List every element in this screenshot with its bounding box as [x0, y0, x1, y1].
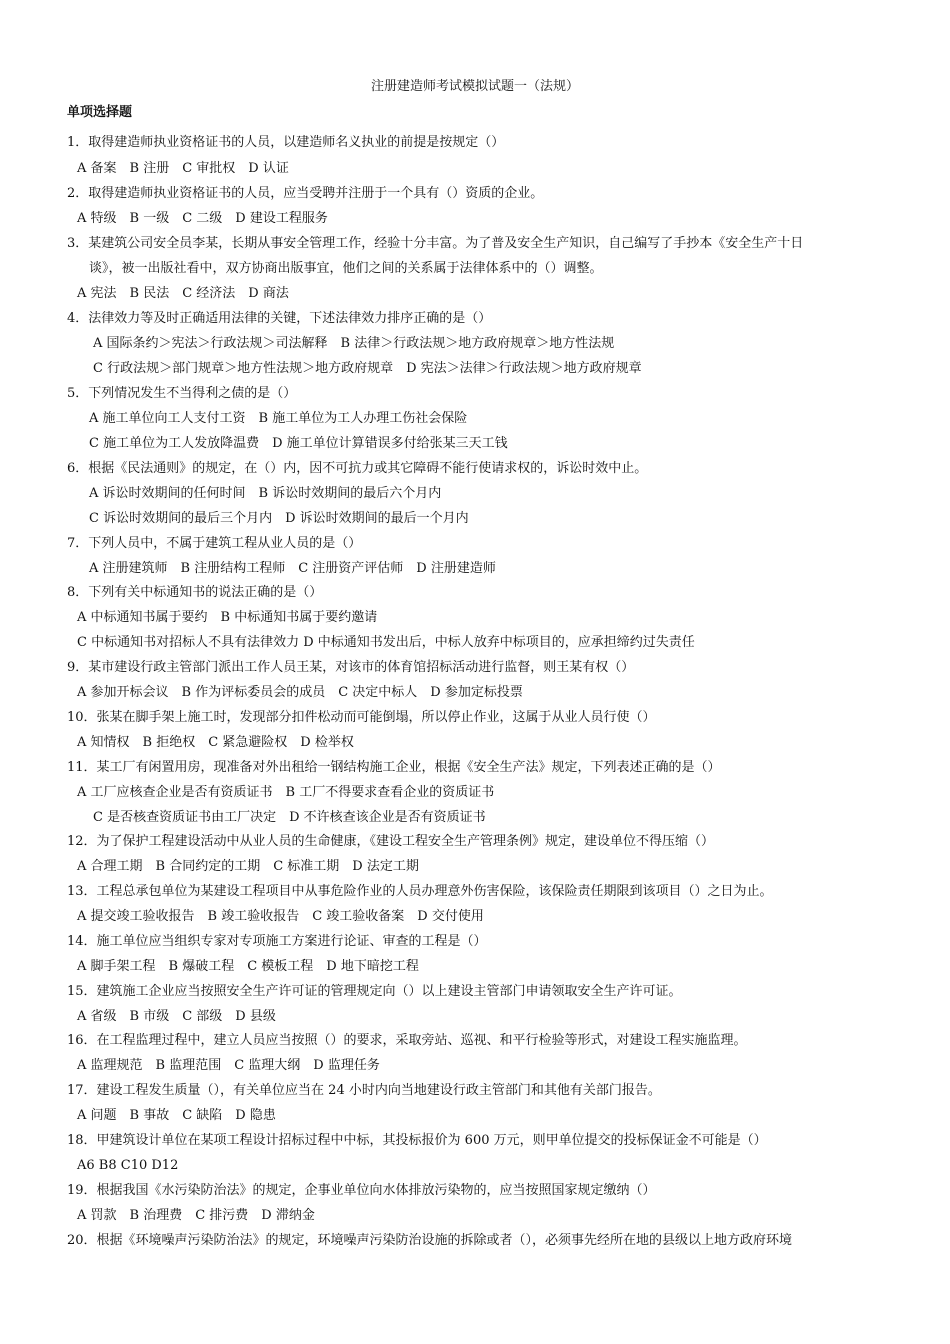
question-16: 16．在工程监理过程中，建立人员应当按照（）的要求，采取旁站、巡视、和平行检验等形式，对建设工程实施监理。	[67, 1033, 747, 1048]
options-4-cd: C 行政法规＞部门规章＞地方性法规＞地方政府规章 D 宪法＞法律＞行政法规＞地方政府规章	[93, 361, 642, 376]
question-10: 10．张某在脚手架上施工时，发现部分扣件松动而可能倒塌，所以停止作业，这属于从业人员行使（）	[67, 710, 656, 725]
question-8: 8．下列有关中标通知书的说法正确的是（）	[67, 585, 323, 600]
question-1: 1．取得建造师执业资格证书的人员，以建造师名义执业的前提是按规定（）	[67, 135, 505, 150]
options-2: A 特级 B 一级 C 二级 D 建设工程服务	[77, 211, 328, 226]
question-2: 2．取得建造师执业资格证书的人员，应当受聘并注册于一个具有（）资质的企业。	[67, 186, 544, 201]
options-6-cd: C 诉讼时效期间的最后三个月内 D 诉讼时效期间的最后一个月内	[89, 511, 469, 526]
options-4-ab: A 国际条约＞宪法＞行政法规＞司法解释 B 法律＞行政法规＞地方政府规章＞地方性法规	[93, 336, 615, 351]
question-3: 3．某建筑公司安全员李某，长期从事安全管理工作，经验十分丰富。为了普及安全生产知识，自己编写了手抄本《安全生产十日	[67, 236, 804, 251]
options-5-cd: C 施工单位为工人发放降温费 D 施工单位计算错误多付给张某三天工钱	[89, 436, 508, 451]
options-12: A 合理工期 B 合同约定的工期 C 标准工期 D 法定工期	[77, 859, 419, 874]
question-11: 11．某工厂有闲置用房，现准备对外出租给一钢结构施工企业，根据《安全生产法》规定，下列表述正确的是（）	[67, 760, 721, 775]
options-17: A 问题 B 事故 C 缺陷 D 隐患	[77, 1108, 276, 1123]
question-4: 4．法律效力等及时正确适用法律的关键，下述法律效力排序正确的是（）	[67, 311, 492, 326]
options-13: A 提交竣工验收报告 B 竣工验收报告 C 竣工验收备案 D 交付使用	[77, 909, 484, 924]
question-3-cont: 谈》，被一出版社看中，双方协商出版事宜，他们之间的关系属于法律体系中的（）调整。	[89, 261, 603, 276]
question-14: 14．施工单位应当组织专家对专项施工方案进行论证、审查的工程是（）	[67, 934, 487, 949]
question-6: 6．根据《民法通则》的规定，在（）内，因不可抗力或其它障碍不能行使请求权的，诉讼时效中止。	[67, 461, 648, 476]
question-13: 13．工程总承包单位为某建设工程项目中从事危险作业的人员办理意外伤害保险，该保险责任期限到该项目（）之日为止。	[67, 884, 773, 899]
options-19: A 罚款 B 治理费 C 排污费 D 滞纳金	[77, 1208, 315, 1223]
options-11-cd: C 是否核查资质证书由工厂决定 D 不许核查该企业是否有资质证书	[93, 810, 486, 825]
options-8-cd: C 中标通知书对招标人不具有法律效力 D 中标通知书发出后，中标人放弃中标项目的，应承担缔约过失责任	[77, 635, 695, 650]
options-14: A 脚手架工程 B 爆破工程 C 模板工程 D 地下暗挖工程	[77, 959, 419, 974]
options-7: A 注册建筑师 B 注册结构工程师 C 注册资产评估师 D 注册建造师	[89, 561, 496, 576]
question-17: 17．建设工程发生质量（），有关单位应当在 24 小时内向当地建设行政主管部门和其他有关部门报告。	[67, 1083, 661, 1098]
options-6-ab: A 诉讼时效期间的任何时间 B 诉讼时效期间的最后六个月内	[89, 486, 442, 501]
question-9: 9．某市建设行政主管部门派出工作人员王某，对该市的体育馆招标活动进行监督，则王某有权（）	[67, 660, 635, 675]
question-5: 5．下列情况发生不当得利之债的是（）	[67, 386, 297, 401]
question-20: 20．根据《环境噪声污染防治法》的规定，环境噪声污染防治设施的拆除或者（），必须事先经所在地的县级以上地方政府环境	[67, 1233, 793, 1248]
options-1: A 备案 B 注册 C 审批权 D 认证	[77, 161, 289, 176]
options-15: A 省级 B 市级 C 部级 D 县级	[77, 1009, 276, 1024]
question-12: 12．为了保护工程建设活动中从业人员的生命健康，《建设工程安全生产管理条例》规定，建设单位不得压缩（）	[67, 834, 715, 849]
options-3: A 宪法 B 民法 C 经济法 D 商法	[77, 286, 289, 301]
document-title: 注册建造师考试模拟试题一（法规）	[370, 79, 579, 94]
options-18: A6 B8 C10 D12	[77, 1158, 179, 1173]
options-5-ab: A 施工单位向工人支付工资 B 施工单位为工人办理工伤社会保险	[89, 411, 468, 426]
question-15: 15．建筑施工企业应当按照安全生产许可证的管理规定向（）以上建设主管部门申请领取安全生产许可证。	[67, 984, 682, 999]
options-16: A 监理规范 B 监理范围 C 监理大纲 D 监理任务	[77, 1058, 380, 1073]
options-9: A 参加开标会议 B 作为评标委员会的成员 C 决定中标人 D 参加定标投票	[77, 685, 523, 700]
options-8-ab: A 中标通知书属于要约 B 中标通知书属于要约邀请	[77, 610, 378, 625]
section-heading: 单项选择题	[67, 105, 133, 120]
options-11-ab: A 工厂应核查企业是否有资质证书 B 工厂不得要求查看企业的资质证书	[77, 785, 495, 800]
question-7: 7．下列人员中，不属于建筑工程从业人员的是（）	[67, 536, 362, 551]
question-19: 19．根据我国《水污染防治法》的规定，企事业单位向水体排放污染物的，应当按照国家规定缴纳（）	[67, 1183, 656, 1198]
question-18: 18．甲建筑设计单位在某项工程设计招标过程中中标，其投标报价为 600 万元，则甲单位提交的投标保证金不可能是（）	[67, 1133, 767, 1148]
options-10: A 知情权 B 拒绝权 C 紧急避险权 D 检举权	[77, 735, 354, 750]
